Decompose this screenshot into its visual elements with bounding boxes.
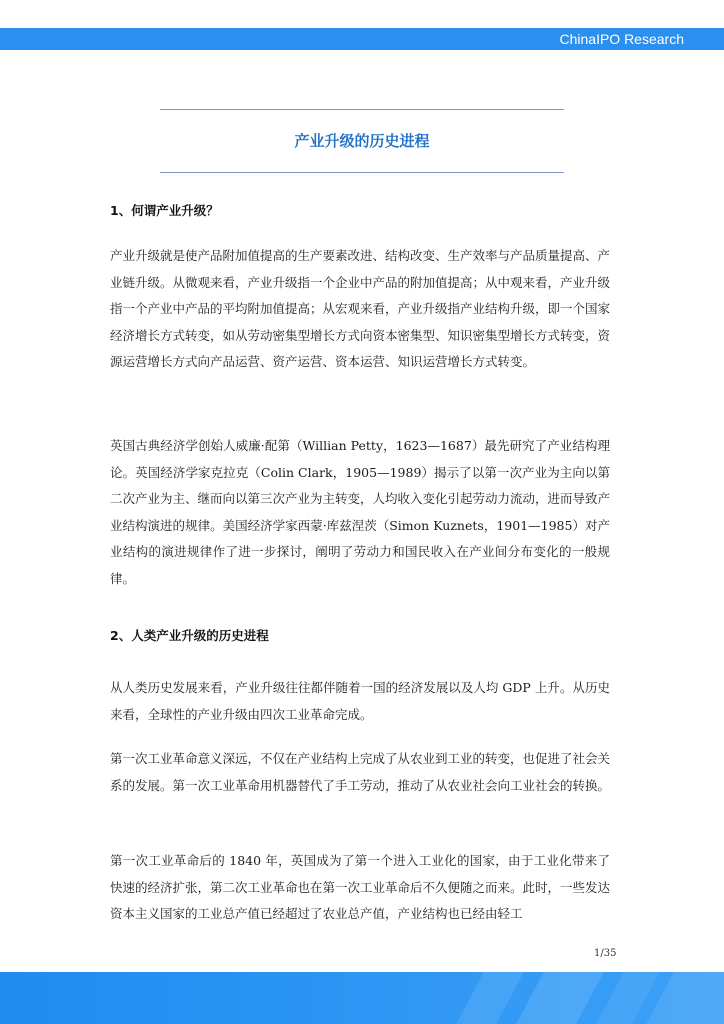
section-heading: 1、何谓产业升级？ xyxy=(110,203,219,218)
footer-stripe xyxy=(456,972,524,1024)
header-bar xyxy=(0,28,724,50)
footer-band xyxy=(0,972,724,1024)
paragraph: 从人类历史发展来看，产业升级往往都伴随着一国的经济发展以及人均 GDP 上升。从历史来看，全球性的产业升级由四次工业革命完成。 xyxy=(110,680,610,722)
title-rule-bottom xyxy=(160,172,564,173)
title-rule-top xyxy=(160,109,564,110)
footer-stripe xyxy=(516,972,604,1024)
footer-stripe xyxy=(646,972,724,1024)
paragraph: 第一次工业革命后的 1840 年，英国成为了第一个进入工业化的国家，由于工业化带来了快速的经济扩张，第二次工业革命也在第一次工业革命后不久便随之而来。此时，一些发达资本主义国家的工业总产值已经超过了农业总产值，产业结构也已经由轻工 xyxy=(110,853,611,922)
paragraph: 第一次工业革命意义深远，不仅在产业结构上完成了从农业到工业的转变，也促进了社会关系的发展。第一次工业革命用机器替代了手工劳动，推动了从农业社会向工业社会的转换。 xyxy=(110,751,611,793)
document-title: 产业升级的历史进程 xyxy=(294,132,430,150)
page-number: 1/35 xyxy=(594,948,617,959)
paragraph: 产业升级就是使产品附加值提高的生产要素改进、结构改变、生产效率与产品质量提高、产业链升级。从微观来看，产业升级指一个企业中产品的附加值提高；从中观来看，产业升级指一个产业中产品的平均附加值提高；从宏观来看，产业升级指产业结构升级，即一个国家经济增长方式转变，如从劳动密集型增长方式向资本密集型、知识密集型增长方式转变，资源运营增长方式向产品运营、资产运营、资本运营、知识运营增长方式转变。 xyxy=(110,248,611,370)
section-heading: 2、人类产业升级的历史进程 xyxy=(110,628,269,643)
brand-label: ChinaIPO Research xyxy=(559,31,684,47)
paragraph: 英国古典经济学创始人威廉·配第（Willian Petty，1623—1687）最先研究了产业结构理论。英国经济学家克拉克（Colin Clark，1905—1989）揭示了以第一次产业为主向以第二次产业为主、继而向以第三次产业为主转变，人均收入变化引起劳动力流动，进而导致产业结构演进的规律。美国经济学家西蒙·库兹涅茨（Simon Kuznets，1901—1985）对产业结构的演进规律作了进一步探讨，阐明了劳动力和国民收入在产业间分布变化的一般规律。 xyxy=(110,438,611,586)
